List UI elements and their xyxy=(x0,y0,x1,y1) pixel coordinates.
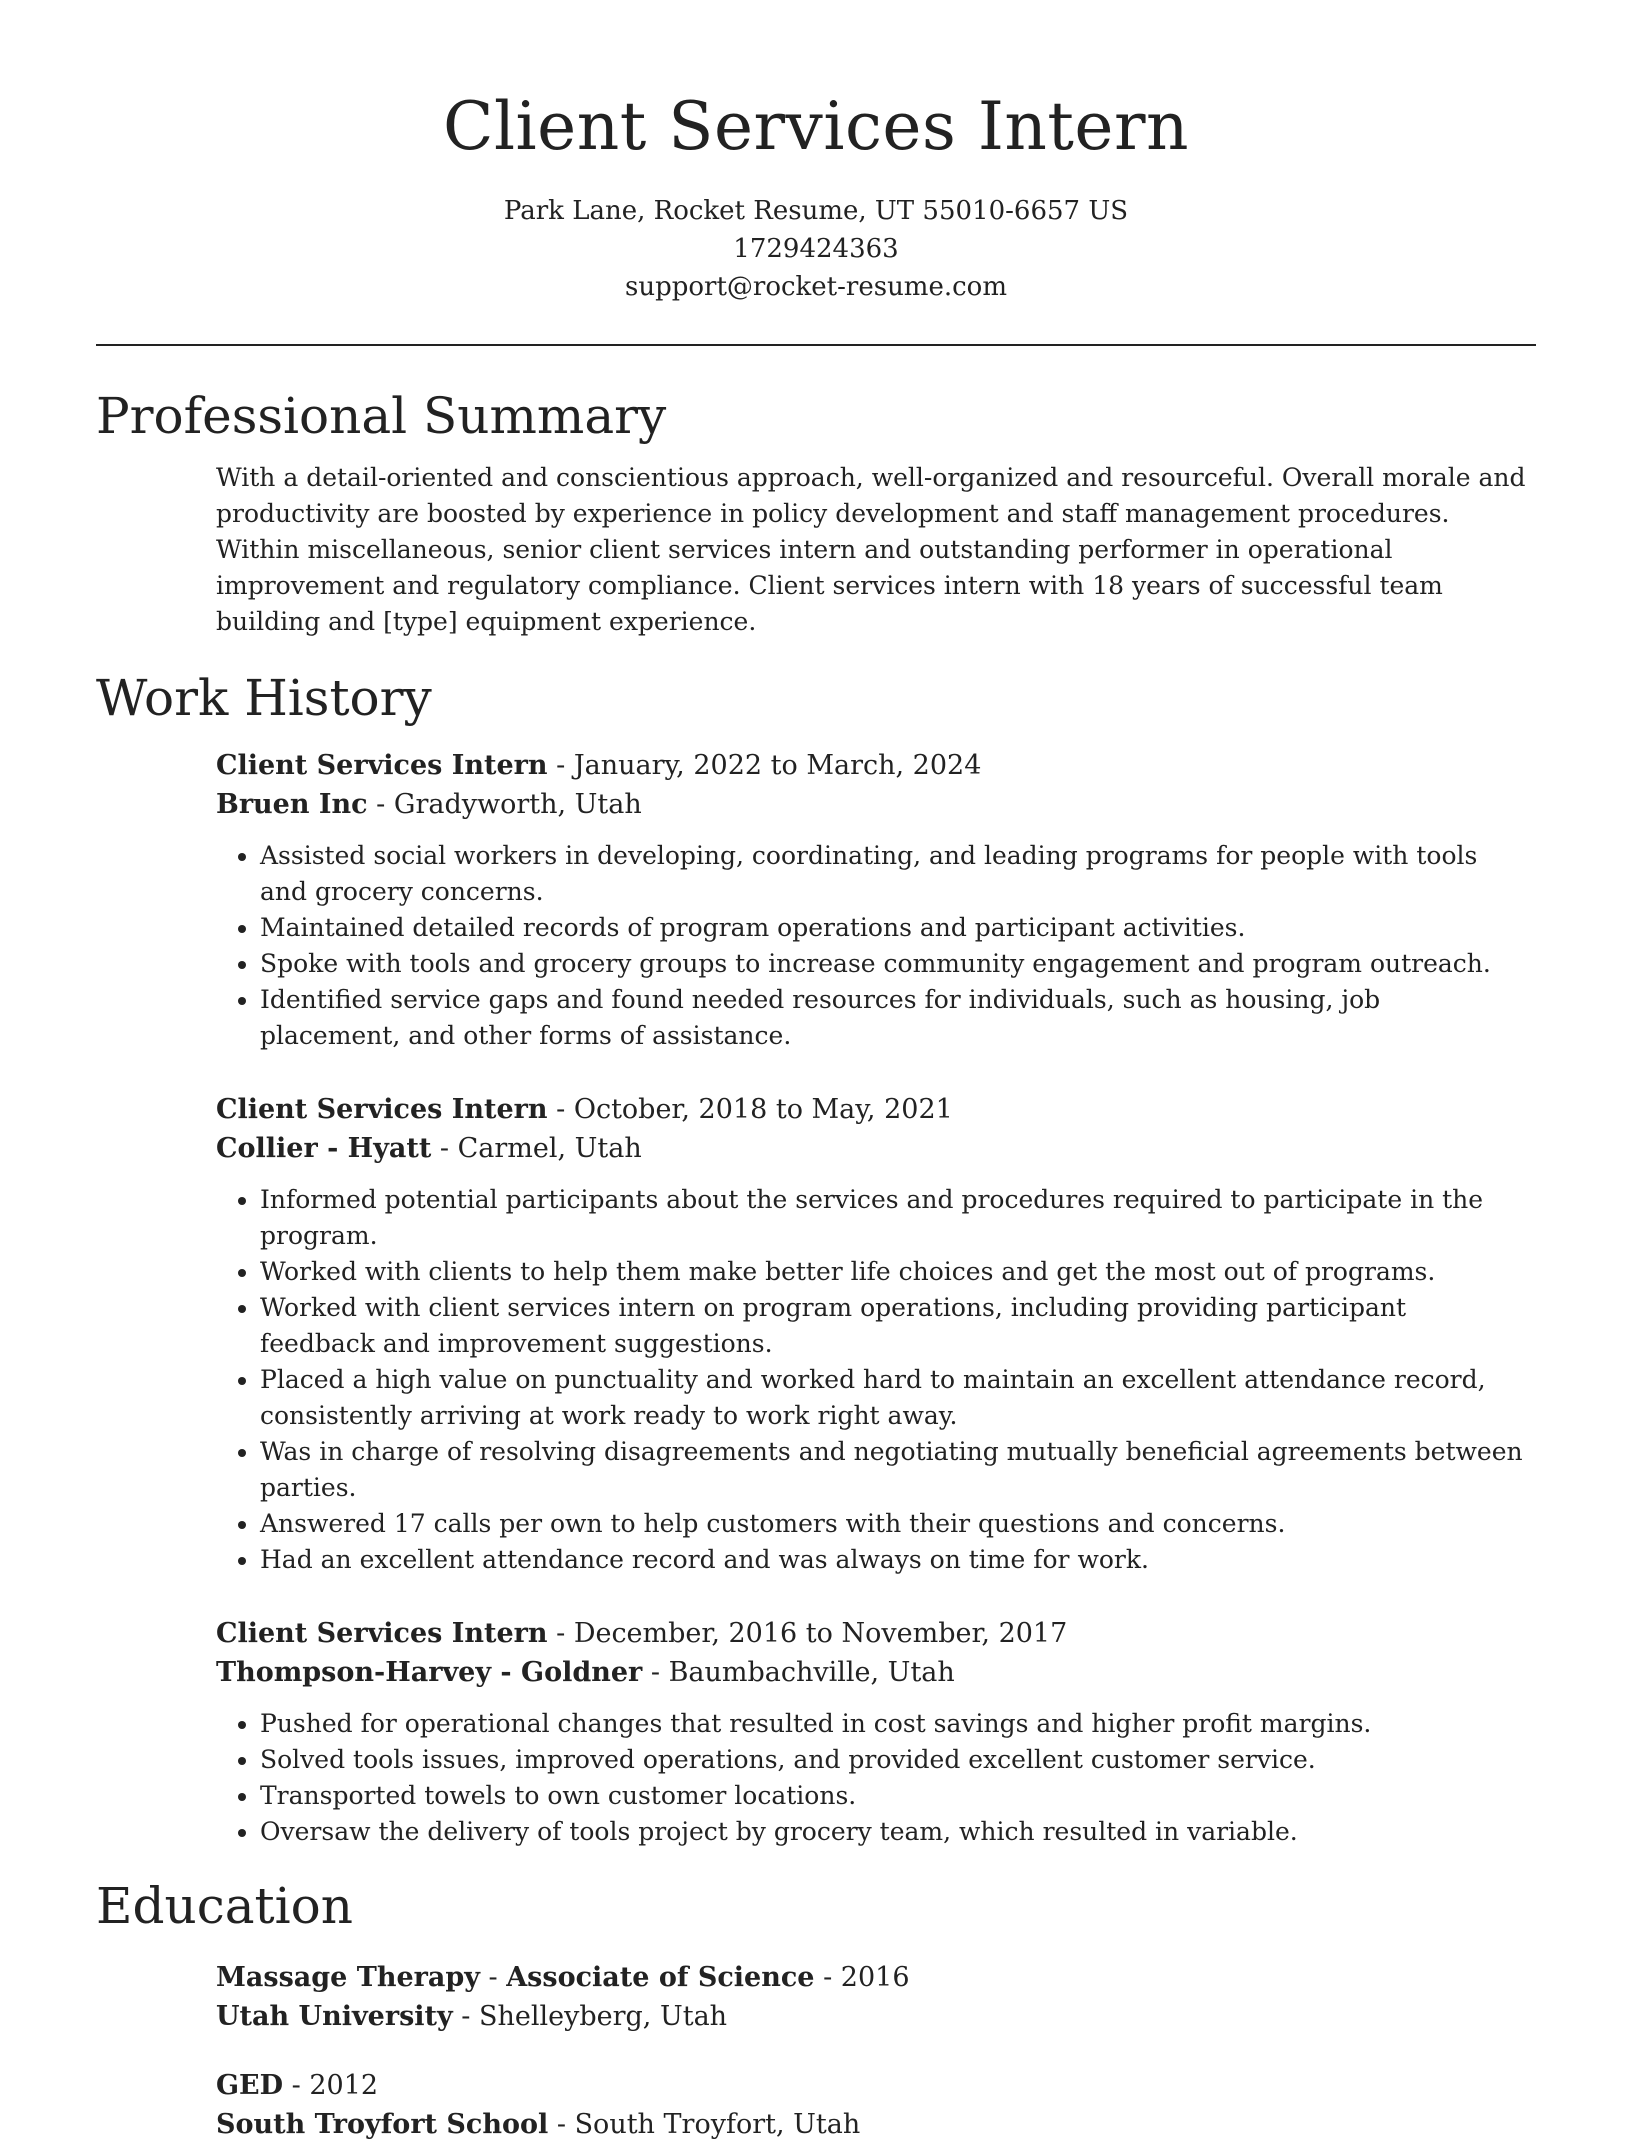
job-location: Baumbachville, Utah xyxy=(668,1657,955,1688)
job-location: Carmel, Utah xyxy=(457,1133,642,1164)
job-dates: October, 2018 to May, 2021 xyxy=(573,1094,953,1125)
job-bullet: • Spoke with tools and grocery groups to increase community engagement and program outreach. xyxy=(260,946,1526,982)
job-company: Bruen Inc xyxy=(216,789,368,820)
job-bullet: • Maintained detailed records of program operations and participant activities. xyxy=(260,910,1526,946)
job-bullet: • Worked with clients to help them make better life choices and get the most out of programs. xyxy=(260,1254,1526,1290)
header-divider xyxy=(96,344,1536,346)
education-field: Massage Therapy xyxy=(216,1962,480,1993)
job-title-line: Client Services Intern - January, 2022 to March, 2024 xyxy=(216,750,982,781)
job-entry xyxy=(216,1614,1536,1850)
work-history-heading: Work History xyxy=(96,669,432,727)
education-degree-line: GED - 2012 xyxy=(216,2070,379,2101)
education-location: Shelleyberg, Utah xyxy=(478,2001,728,2032)
job-location: Gradyworth, Utah xyxy=(393,789,642,820)
job-company: Thompson-Harvey - Goldner xyxy=(216,1657,643,1688)
contact-address: Park Lane, Rocket Resume, UT 55010-6657 US xyxy=(503,196,1129,226)
education-school: South Troyfort School xyxy=(216,2109,549,2140)
summary-text: With a detail-oriented and conscientious approach, well-organized and resourceful. Overall morale and productivity are boosted by experience in policy development and staff management procedures. Within miscellaneous, senior client services intern and outstanding performer in operational improvement and regulatory compliance. Client services intern with 18 years of successful team building and [type] equipment experience. xyxy=(216,463,1526,636)
job-bullet: • Worked with client services intern on program operations, including providing participant feedback and improvement suggestions. xyxy=(260,1290,1526,1362)
job-title-line: Client Services Intern - October, 2018 to May, 2021 xyxy=(216,1094,953,1125)
education-entry xyxy=(216,1958,1536,2036)
job-entry xyxy=(216,1090,1536,1578)
job-bullet: • Placed a high value on punctuality and worked hard to maintain an excellent attendance record, consistently arriving at work ready to work right away. xyxy=(260,1362,1526,1434)
job-bullet: • Solved tools issues, improved operations, and provided excellent customer service. xyxy=(260,1742,1526,1778)
job-bullets xyxy=(216,838,1526,1054)
resume-header xyxy=(96,0,1536,306)
education-year: 2012 xyxy=(309,2070,379,2101)
candidate-name: Client Services Intern xyxy=(442,88,1190,165)
job-bullet: • Answered 17 calls per own to help customers with their questions and concerns. xyxy=(260,1506,1526,1542)
job-bullets xyxy=(216,1706,1526,1850)
education-degree-line: Massage Therapy - Associate of Science - 2016 xyxy=(216,1962,910,1993)
job-bullet: • Was in charge of resolving disagreements and negotiating mutually beneficial agreements between parties. xyxy=(260,1434,1526,1506)
job-company-line: Collier - Hyatt - Carmel, Utah xyxy=(216,1133,642,1164)
contact-phone: 1729424363 xyxy=(733,234,899,264)
job-title-line: Client Services Intern - December, 2016 to November, 2017 xyxy=(216,1618,1068,1649)
work-history-section xyxy=(96,664,1536,1850)
summary-heading: Professional Summary xyxy=(96,387,667,445)
job-bullet: • Informed potential participants about the services and procedures required to participate in the program. xyxy=(260,1182,1526,1254)
job-company: Collier - Hyatt xyxy=(216,1133,432,1164)
education-degree: Associate of Science xyxy=(506,1962,815,1993)
job-bullet: • Assisted social workers in developing, coordinating, and leading programs for people with tools and grocery concerns. xyxy=(260,838,1526,910)
job-bullets xyxy=(216,1182,1526,1578)
contact-info xyxy=(96,192,1536,306)
job-title: Client Services Intern xyxy=(216,1094,548,1125)
job-bullet: • Identified service gaps and found needed resources for individuals, such as housing, job placement, and other forms of assistance. xyxy=(260,982,1526,1054)
job-bullet: • Pushed for operational changes that resulted in cost savings and higher profit margins. xyxy=(260,1706,1526,1742)
job-bullet: • Transported towels to own customer locations. xyxy=(260,1778,1526,1814)
job-entry xyxy=(216,746,1536,1054)
education-year: 2016 xyxy=(840,1962,910,1993)
education-school: Utah University xyxy=(216,2001,453,2032)
education-section xyxy=(96,1872,1536,2144)
summary-section xyxy=(96,382,1536,640)
job-dates: January, 2022 to March, 2024 xyxy=(573,750,982,781)
job-title: Client Services Intern xyxy=(216,750,548,781)
education-school-line: South Troyfort School - South Troyfort, Utah xyxy=(216,2109,861,2140)
job-company-line: Thompson-Harvey - Goldner - Baumbachville, Utah xyxy=(216,1657,955,1688)
education-school-line: Utah University - Shelleyberg, Utah xyxy=(216,2001,728,2032)
education-entry xyxy=(216,2066,1536,2144)
job-company-line: Bruen Inc - Gradyworth, Utah xyxy=(216,789,642,820)
job-title: Client Services Intern xyxy=(216,1618,548,1649)
education-degree: GED xyxy=(216,2070,284,2101)
contact-email: support@rocket-resume.com xyxy=(624,272,1007,302)
resume-page xyxy=(96,0,1536,2144)
education-location: South Troyfort, Utah xyxy=(574,2109,861,2140)
job-dates: December, 2016 to November, 2017 xyxy=(573,1618,1068,1649)
job-bullet: • Had an excellent attendance record and was always on time for work. xyxy=(260,1542,1526,1578)
education-heading: Education xyxy=(96,1877,353,1935)
job-bullet: • Oversaw the delivery of tools project by grocery team, which resulted in variable. xyxy=(260,1814,1526,1850)
